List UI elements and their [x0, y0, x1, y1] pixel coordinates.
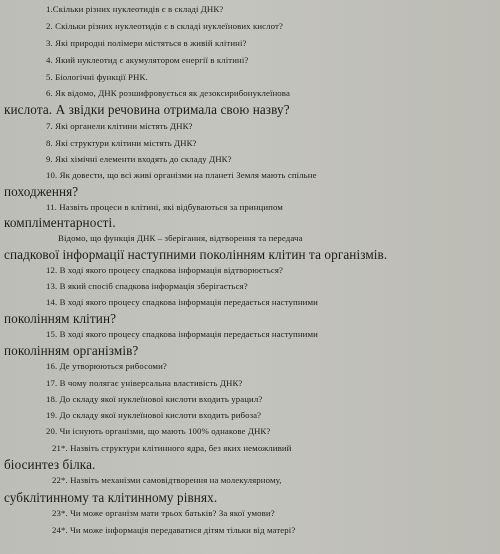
- question-22-line-2: субклітинному та клітинному рівнях.: [4, 490, 218, 505]
- question-21-line-1: 21*. Назвіть структури клітинного ядра, без яких неможливий: [52, 443, 292, 453]
- question-23: 23*. Чи може організм мати трьох батьків? За якої умови?: [52, 508, 275, 518]
- intro-line-2: спадкової інформації наступними поколінням клітин та організмів.: [4, 247, 388, 262]
- question-8: 8. Які структури клітини містять ДНК?: [46, 138, 197, 148]
- question-20: 20. Чи існують організми, що мають 100% однакове ДНК?: [46, 426, 271, 436]
- question-10-line-2: походження?: [4, 184, 79, 199]
- question-13: 13. В який спосіб спадкова інформація зберігається?: [46, 281, 248, 291]
- question-11-line-2: компліментарності.: [4, 215, 116, 230]
- question-19: 19. До складу якої нуклеїнової кислоти входить рибоза?: [46, 410, 262, 420]
- question-11-line-1: 11. Назвіть процеси в клітині, які відбуваються за принципом: [46, 202, 283, 212]
- question-22-line-1: 22*. Назвіть механізми самовідтворення на молекулярному,: [52, 475, 282, 485]
- question-7: 7. Які органели клітини містять ДНК?: [46, 121, 193, 131]
- question-10-line-1: 10. Як довести, що всі живі організми на планеті Земля мають спільне: [46, 170, 317, 180]
- question-9: 9. Які хімічні елементи входять до складу ДНК?: [46, 154, 232, 164]
- question-18: 18. До складу якої нуклеїнової кислоти входить урацил?: [46, 394, 263, 404]
- question-3: 3. Які природні полімери містяться в живій клітині?: [46, 38, 247, 48]
- question-6-line-1: 6. Як відомо, ДНК розшифровується як дезоксирибонуклеїнова: [46, 88, 290, 98]
- question-24: 24*. Чи може інформація передаватися дітям тільки від матері?: [52, 525, 296, 535]
- question-15-line-1: 15. В ході якого процесу спадкова інформація передається наступними: [46, 329, 318, 339]
- question-12: 12. В ході якого процесу спадкова інформація відтворюється?: [46, 265, 284, 275]
- question-1: 1.Скільки різних нуклеотидів є в складі ДНК?: [46, 4, 224, 14]
- question-16: 16. Де утворюються рибосоми?: [46, 361, 167, 371]
- question-14-line-1: 14. В ході якого процесу спадкова інформація передається наступними: [46, 297, 318, 307]
- question-6-line-2: кислота. А звідки речовина отримала свою назву?: [4, 102, 290, 117]
- question-15-line-2: поколінням організмів?: [4, 343, 139, 358]
- intro-line-1: Відомо, що функція ДНК – зберігання, відтворення та передача: [58, 233, 303, 243]
- question-2: 2. Скільки різних нуклеотидів є в складі нуклеїнових кислот?: [46, 21, 283, 31]
- question-14-line-2: поколінням клітин?: [4, 311, 117, 326]
- question-21-line-2: біосинтез білка.: [4, 457, 96, 472]
- question-5: 5. Біологічні функції РНК.: [46, 72, 148, 82]
- question-17: 17. В чому полягає універсальна властивість ДНК?: [46, 378, 243, 388]
- question-4: 4. Який нуклеотид є акумулятором енергії в клітині?: [46, 55, 249, 65]
